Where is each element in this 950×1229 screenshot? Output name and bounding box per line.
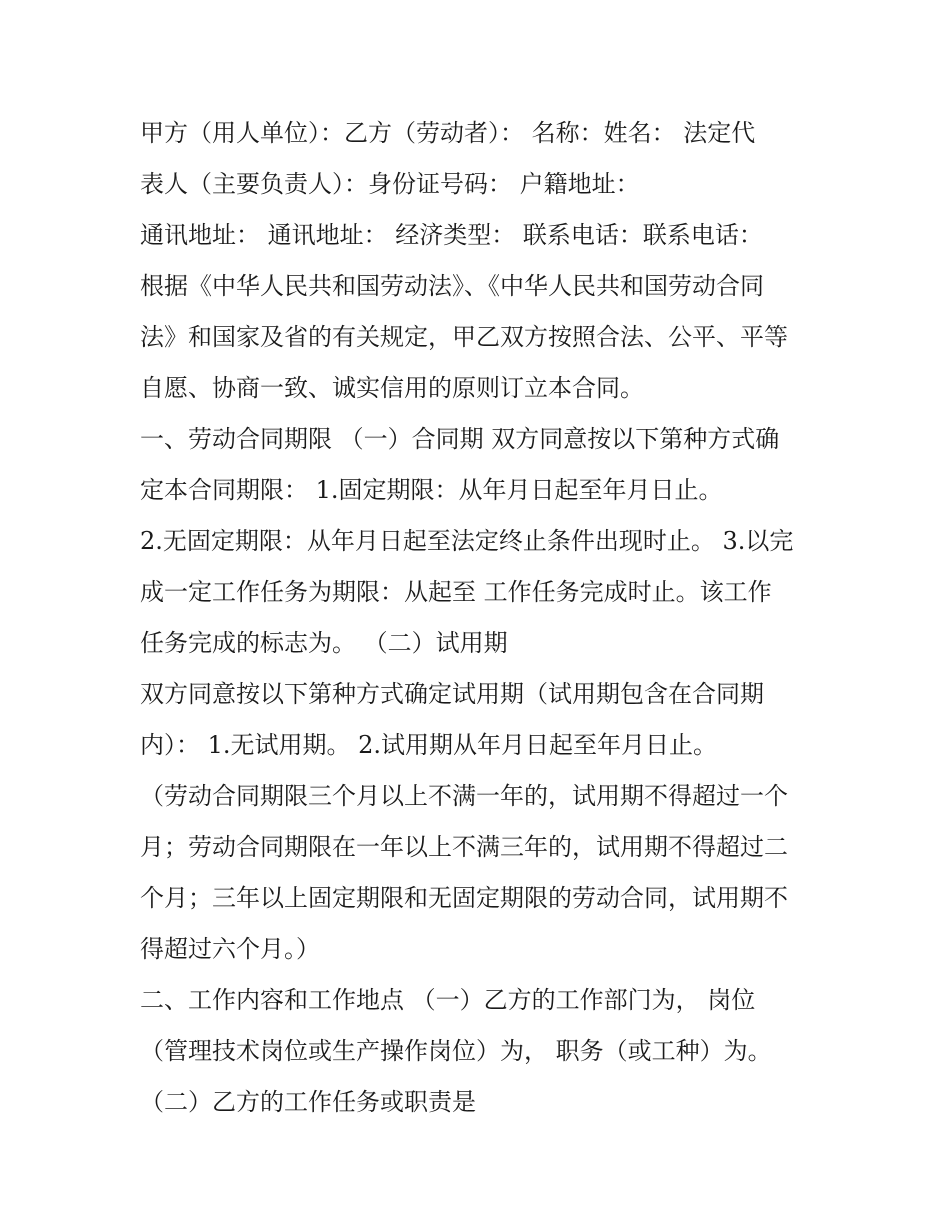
section-heading-line: 二、工作内容和工作地点 （一）乙方的工作部门为， 岗位 [140,986,756,1014]
text-line: 根据《中华人民共和国劳动法》、《中华人民共和国劳动合同 [140,272,764,300]
text-line: （劳动合同期限三个月以上不满一年的，试用期不得超过一个 [140,782,788,810]
text-line: 自愿、协商一致、诚实信用的原则订立本合同。 [140,374,644,402]
text-line: 成一定工作任务为期限：从起至 工作任务完成时止。该工作 [140,578,772,606]
text-line: 2.无固定期限：从年月日起至法定终止条件出现时止。 3.以完 [140,527,794,555]
text-line: 甲方（用人单位）：乙方（劳动者）： 名称：姓名： 法定代 [140,119,756,147]
text-line: 任务完成的标志为。 （二）试用期 [140,629,508,657]
text-line: 双方同意按以下第种方式确定试用期（试用期包含在合同期 [140,680,764,708]
text-line: （管理技术岗位或生产操作岗位）为， 职务（或工种）为。 [140,1037,772,1065]
text-line: 月；劳动合同期限在一年以上不满三年的，试用期不得超过二 [140,833,788,861]
text-line: 表人（主要负责人）：身份证号码： 户籍地址： [140,170,640,198]
text-line: （二）乙方的工作任务或职责是 [140,1088,476,1116]
text-line: 通讯地址： 通讯地址： 经济类型： 联系电话：联系电话： [140,221,763,249]
section-heading-line: 一、劳动合同期限 （一）合同期 双方同意按以下第种方式确 [140,425,780,453]
text-line: 法》和国家及省的有关规定，甲乙双方按照合法、公平、平等 [140,323,788,351]
text-line: 个月；三年以上固定期限和无固定期限的劳动合同，试用期不 [140,884,788,912]
text-line: 内）： 1.无试用期。 2.试用期从年月日起至年月日止。 [140,731,718,759]
contract-text-body [140,108,820,1128]
text-line: 得超过六个月。） [140,935,320,963]
text-line: 定本合同期限： 1.固定期限：从年月日起至年月日止。 [140,476,723,504]
